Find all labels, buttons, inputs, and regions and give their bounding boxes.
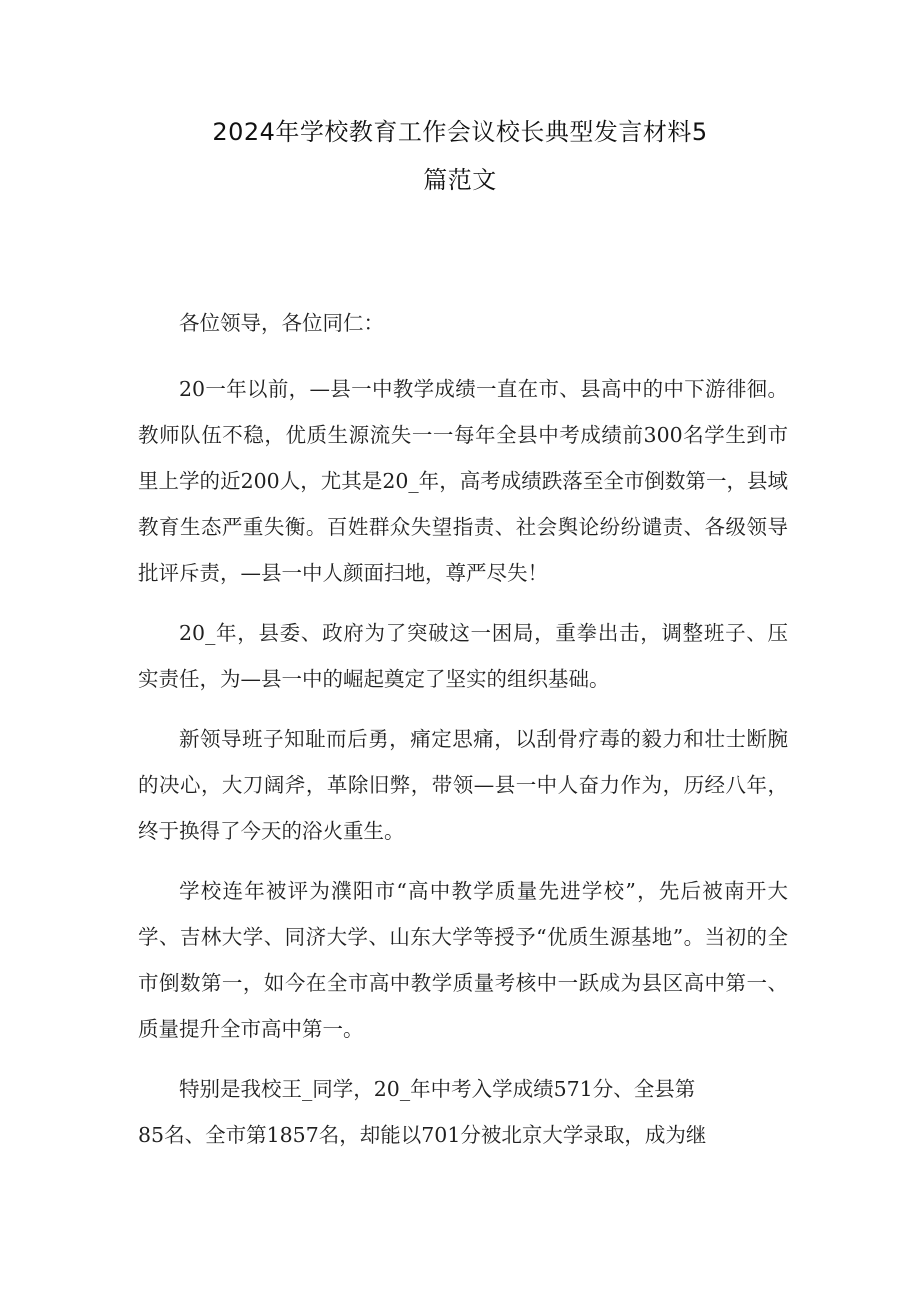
document-title-line-2: 篇范文	[423, 166, 497, 194]
greeting-paragraph: 各位领导，各位同仁：	[179, 311, 384, 335]
body-paragraph-5-line-2: 85名、全市第1857名，却能以701分被北京大学录取，成为继	[138, 1123, 707, 1147]
body-paragraph-4: 学校连年被评为濮阳市“高中教学质量先进学校”，先后被南开大学、吉林大学、同济大学、山东大学等授予“优质生源基地”。当初的全市倒数第一，如今在全市高中教学质量考核中一跃成为县区高中第一、质量提升全市高中第一。	[138, 879, 788, 1041]
document-title-line-1: 2024年学校教育工作会议校长典型发言材料5	[212, 118, 708, 146]
document-body	[138, 300, 788, 1158]
body-paragraph-1: 20一年以前，—县一中教学成绩一直在市、县高中的中下游徘徊。教师队伍不稳，优质生源流失一一每年全县中考成绩前300名学生到市里上学的近200人，尤其是20_年，高考成绩跌落至全市倒数第一，县域教育生态严重失衡。百姓群众失望指责、社会舆论纷纷谴责、各级领导批评斥责，—县一中人颜面扫地，尊严尽失！	[138, 377, 788, 585]
body-paragraph-5	[138, 1066, 788, 1158]
body-paragraph-2: 20_年，县委、政府为了突破这一困局，重拳出击，调整班子、压实责任，为—县一中的崛起奠定了坚实的组织基础。	[138, 621, 788, 691]
body-paragraph-5-line-1: 特别是我校王_同学，20_年中考入学成绩571分、全县第	[179, 1077, 696, 1101]
body-paragraph-3: 新领导班子知耻而后勇，痛定思痛，以刮骨疗毒的毅力和壮士断腕的决心，大刀阔斧，革除旧弊，带领—县一中人奋力作为，历经八年，终于换得了今天的浴火重生。	[138, 727, 788, 843]
